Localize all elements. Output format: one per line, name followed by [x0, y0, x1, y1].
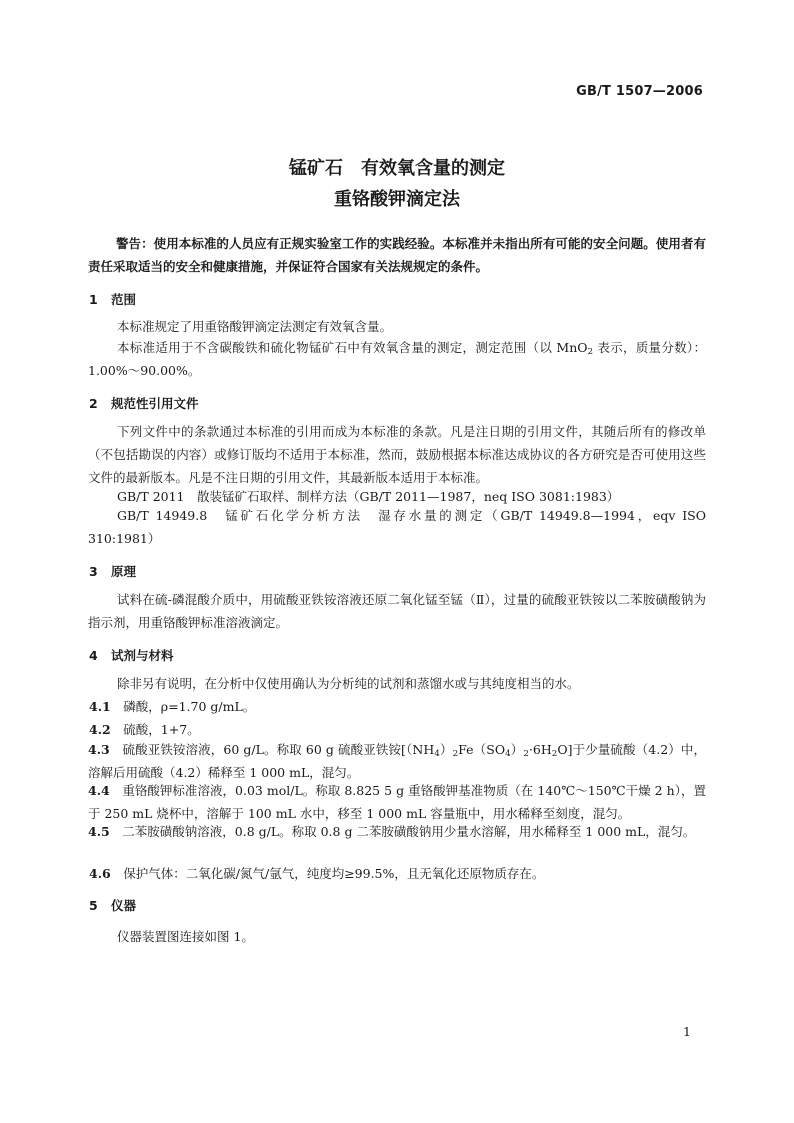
- section-4-title: 试剂与材料: [111, 648, 174, 663]
- section-1-number: 1: [89, 292, 98, 307]
- title-line-2: 重铬酸钾滴定法: [334, 189, 460, 210]
- reagent-number: 4.1: [89, 699, 111, 714]
- reagent-item-4-4: [88, 779, 706, 825]
- section-3-number: 3: [89, 564, 98, 579]
- reagent-text: 磷酸，ρ=1.70 g/mL。: [123, 699, 256, 714]
- section-4-number: 4: [89, 648, 98, 663]
- section-5-para-1: 仪器装置图连接如图 1。: [117, 929, 254, 944]
- section-5-title: 仪器: [111, 898, 137, 913]
- reagent-number: 4.3: [88, 742, 110, 757]
- section-2-number: 2: [89, 396, 98, 411]
- section-1-heading: [89, 290, 136, 308]
- section-2-ref-1: GB/T 2011 散装锰矿石取样、制样方法（GB/T 2011—1987，neq ISO 3081:1983）: [117, 489, 620, 504]
- reagent-text: 硫酸，1+7。: [123, 722, 200, 737]
- section-3-heading: [89, 562, 136, 580]
- reagent-item-4-2: [89, 722, 200, 738]
- reagent-number: 4.2: [89, 722, 111, 737]
- section-1-para-2: 本标准适用于不含碳酸铁和硫化物锰矿石中有效氧含量的测定，测定范围（以 MnO$_2$ 表示，质量分数）：1.00%～90.00%。: [88, 340, 706, 378]
- section-1-para-1: 本标准规定了用重铬酸钾滴定法测定有效氧含量。: [117, 319, 393, 334]
- reagent-number: 4.5: [88, 824, 110, 839]
- reagent-text: 二苯胺磺酸钠溶液，0.8 g/L。称取 0.8 g 二苯胺磺酸钠用少量水溶解，用水稀释至 1 000 mL，混匀。: [122, 824, 696, 839]
- section-5-number: 5: [89, 898, 98, 913]
- reagent-text: 硫酸亚铁铵溶液，60 g/L。称取 60 g 硫酸亚铁铵$[(NH_4)_2Fe(SO_4)_2\cdot 6H_2O]$于少量硫酸（4.2）中，溶解后用硫酸（4.2）稀释至 1 000 mL，混匀。: [88, 742, 706, 780]
- reagent-item-4-6: [89, 866, 544, 882]
- section-5-heading: [89, 896, 136, 914]
- standard-code: GB/T 1507—2006: [576, 84, 703, 99]
- section-2-title: 规范性引用文件: [111, 396, 199, 411]
- reagent-item-4-1: [89, 699, 255, 715]
- page-number: 1: [683, 1024, 691, 1039]
- section-2-heading: [89, 394, 199, 412]
- reagent-text: 重铬酸钾标准溶液，0.03 mol/L。称取 8.825 5 g 重铬酸钾基准物质（在 140℃～150℃干燥 2 h），置于 250 mL 烧杯中，溶解于 100 mL 水中，移至 1 000 mL 容量瓶中，用水稀释至刻度，混匀。: [88, 783, 706, 821]
- reagent-item-4-5: [88, 820, 706, 843]
- reagent-item-4-3: [88, 738, 706, 784]
- section-1-title: 范围: [111, 292, 137, 307]
- section-3-para-1: 试料在硫-磷混酸介质中，用硫酸亚铁铵溶液还原二氧化锰至锰（Ⅱ），过量的硫酸亚铁铵以二苯胺磺酸钠为指示剂，用重铬酸钾标准溶液滴定。: [88, 592, 706, 630]
- safety-warning: 警告：使用本标准的人员应有正规实验室工作的实践经验。本标准并未指出所有可能的安全问题。使用者有责任采取适当的安全和健康措施，并保证符合国家有关法规规定的条件。: [88, 236, 706, 274]
- reagent-number: 4.6: [89, 866, 111, 881]
- section-2-ref-2: GB/T 14949.8 锰矿石化学分析方法 湿存水量的测定（GB/T 14949.8—1994，eqv ISO 310:1981）: [88, 508, 706, 546]
- reagent-number: 4.4: [88, 783, 110, 798]
- section-2-para-1: 下列文件中的条款通过本标准的引用而成为本标准的条款。凡是注日期的引用文件，其随后所有的修改单（不包括勘误的内容）或修订版均不适用于本标准，然而，鼓励根据本标准达成协议的各方研究是否可使用这些文件的最新版本。凡是不注日期的引用文件，其最新版本适用于本标准。: [88, 424, 706, 485]
- section-4-heading: [89, 646, 174, 664]
- section-3-title: 原理: [111, 564, 137, 579]
- title-line-1: 锰矿石 有效氧含量的测定: [289, 158, 505, 179]
- section-4-para-1: 除非另有说明，在分析中仅使用确认为分析纯的试剂和蒸馏水或与其纯度相当的水。: [117, 676, 580, 691]
- reagent-text: 保护气体：二氧化碳/氮气/氩气，纯度均≥99.5%，且无氧化还原物质存在。: [123, 866, 545, 881]
